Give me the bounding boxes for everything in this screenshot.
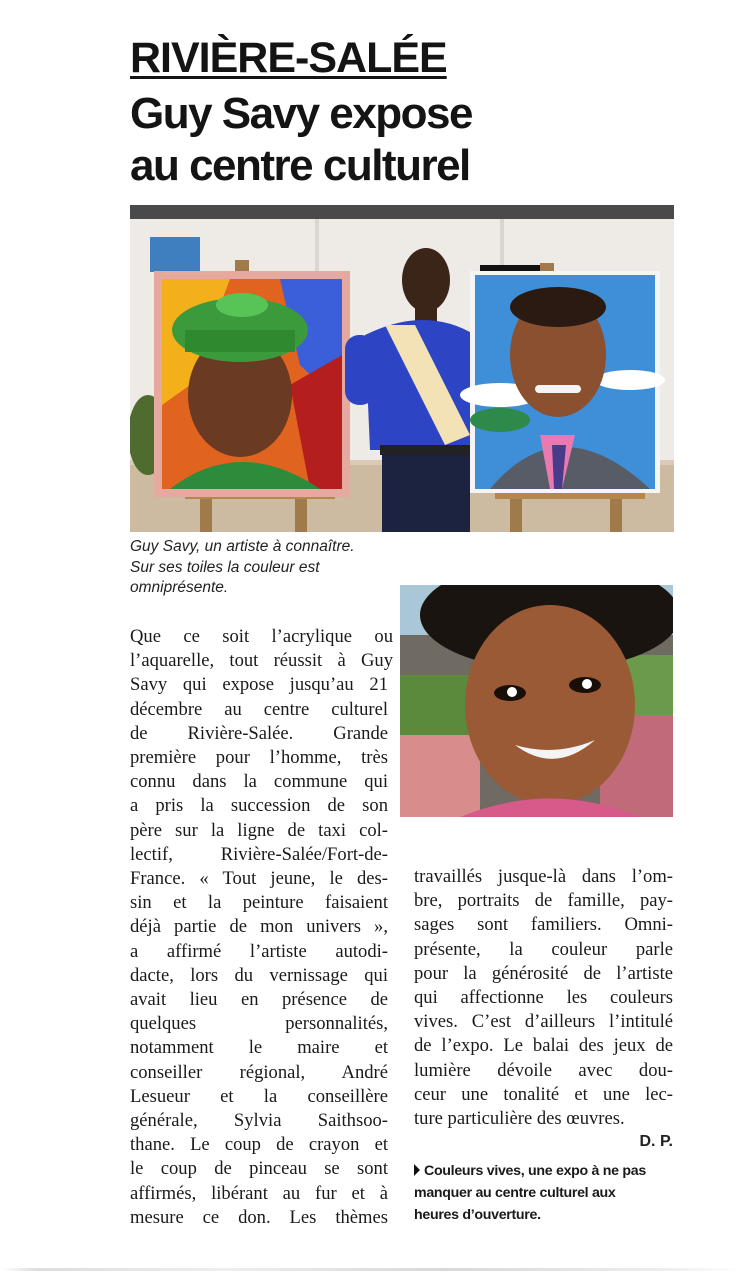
body-line: connu dans la commune qui <box>130 771 388 793</box>
body-line: première pour l’homme, très <box>130 747 388 769</box>
body-line: de l’expo. Le balai des jeux de <box>414 1035 673 1057</box>
caption-line: omniprésente. <box>130 579 229 596</box>
body-line: conseiller régional, André <box>130 1061 388 1083</box>
body-column-2 <box>414 865 673 1131</box>
main-photo <box>130 205 674 532</box>
body-line: lumière dévoile avec dou- <box>414 1059 673 1081</box>
body-line: quelques personnalités, <box>130 1013 388 1035</box>
child-portrait-image <box>400 585 673 817</box>
body-line: pour la générosité de l’artiste <box>414 962 673 984</box>
teaser-line: manquer au centre culturel aux <box>414 1185 616 1201</box>
body-line: lectif, Rivière-Salée/Fort-de- <box>130 843 388 865</box>
body-line: qui affectionne les couleurs <box>414 987 673 1009</box>
author-signature: D. P. <box>639 1133 673 1150</box>
teaser-box <box>414 1160 676 1226</box>
body-line: sin et la peinture faisaient <box>130 892 388 914</box>
body-line: sages sont familiers. Omni- <box>414 914 673 936</box>
body-line: de Rivière-Salée. Grande <box>130 722 388 744</box>
headline-line: au centre culturel <box>130 141 470 190</box>
teaser-line: heures d’ouverture. <box>414 1207 541 1223</box>
caption-line: Guy Savy, un artiste à connaître. <box>130 538 355 555</box>
body-line: Que ce soit l’acrylique ou <box>130 626 393 647</box>
body-line: a affirmé l’artiste autodi- <box>130 940 388 962</box>
section-kicker: RIVIÈRE-SALÉE <box>130 34 447 82</box>
body-line: ceur une tonalité et une lec- <box>414 1083 673 1105</box>
body-line: générale, Sylvia Saithsoo- <box>130 1110 388 1132</box>
headline-line: Guy Savy expose <box>130 89 472 138</box>
body-line: père sur la ligne de taxi col- <box>130 819 388 841</box>
scan-edge-divider <box>0 1268 743 1271</box>
body-line: a pris la succession de son <box>130 795 388 817</box>
photo-caption <box>130 537 398 599</box>
body-line: Savy qui expose jusqu’au 21 <box>130 674 388 696</box>
body-line: travaillés jusque-là dans l’om- <box>414 866 673 887</box>
body-line: décembre au centre culturel <box>130 698 388 720</box>
child-portrait-photo <box>400 585 673 817</box>
gallery-scene-image <box>130 205 674 532</box>
body-line: avait lieu en présence de <box>130 989 388 1011</box>
body-column-1 <box>130 625 393 1230</box>
body-line: ture particulière des œuvres. <box>414 1108 625 1130</box>
caption-line: Sur ses toiles la couleur est <box>130 558 320 576</box>
body-line: le coup de pinceau se sont <box>130 1158 388 1180</box>
body-line: mesure ce don. Les thèmes <box>130 1206 388 1228</box>
body-line: bre, portraits de famille, pay- <box>414 890 673 912</box>
body-line: dacte, lors du vernissage qui <box>130 964 388 986</box>
body-line: présente, la couleur parle <box>414 938 673 960</box>
body-line: l’aquarelle, tout réussit à Guy <box>130 650 393 672</box>
body-line: vives. C’est d’ailleurs l’intitulé <box>414 1011 673 1033</box>
body-line: Lesueur et la conseillère <box>130 1085 388 1107</box>
body-line: thane. Le coup de crayon et <box>130 1134 388 1156</box>
arrow-icon <box>414 1164 420 1176</box>
body-line: notamment le maire et <box>130 1037 388 1059</box>
body-line: déjà partie de mon univers », <box>130 916 388 938</box>
body-line: affirmés, libérant au fur et à <box>130 1182 388 1204</box>
article-headline <box>130 88 570 192</box>
teaser-line: Couleurs vives, une expo à ne pas <box>414 1160 676 1182</box>
body-line: France. « Tout jeune, le des- <box>130 868 388 890</box>
